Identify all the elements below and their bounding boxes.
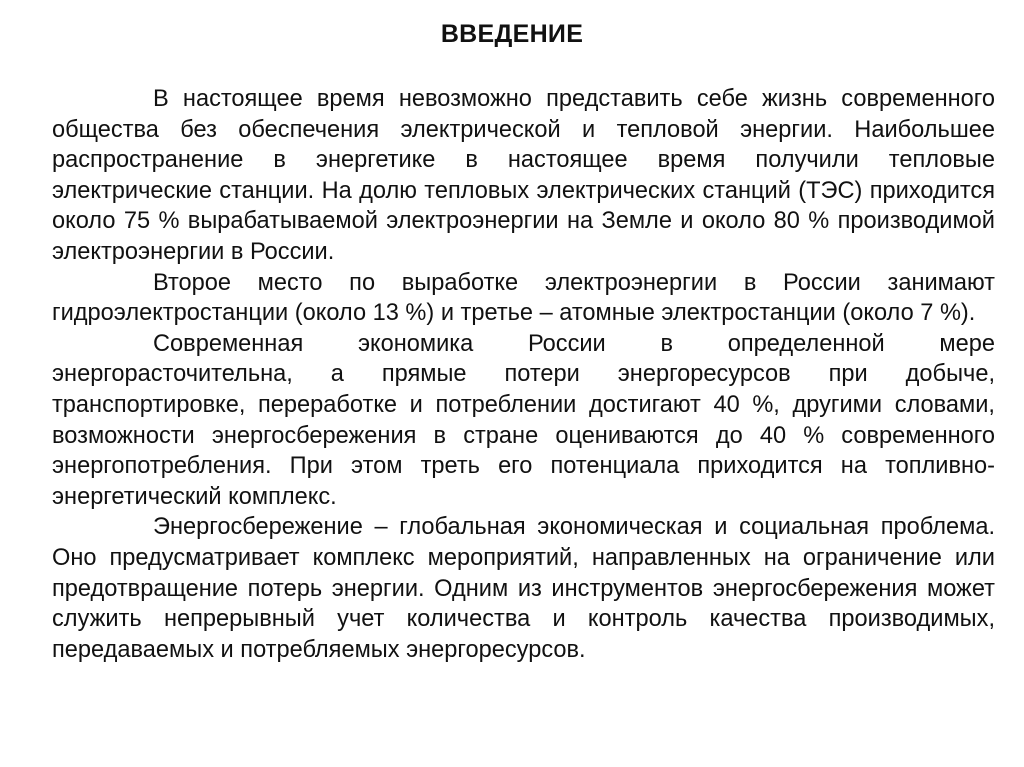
document-body <box>52 84 995 665</box>
paragraph-3: Современная экономика России в определенной мере энергорасточительна, а прямые потери энергоресурсов при добыче, транспортировке, переработке и потреблении достигают 40 %, другими словами, возможности энергосбережения в стране оцениваются до 40 % современного энергопотребления. При этом треть его потенциала приходится на топливно-энергетический комплекс. <box>52 330 995 510</box>
paragraph-4: Энергосбережение – глобальная экономическая и социальная проблема. Оно предусматривает комплекс мероприятий, направленных на ограничение или предотвращение потерь энергии. Одним из инструментов энергосбережения может служить непрерывный учет количества и контроль качества производимых, передаваемых и потребляемых энергоресурсов. <box>52 514 995 663</box>
page-title: ВВЕДЕНИЕ <box>440 20 584 48</box>
paragraph-1: В настоящее время невозможно представить себе жизнь современного общества без обеспечения электрической и тепловой энергии. Наибольшее распространение в энергетике в настоящее время получили тепловые электрические станции. На долю тепловых электрических станций (ТЭС) приходится около 75 % вырабатываемой электроэнергии на Земле и около 80 % производимой электроэнергии в России. <box>52 86 995 265</box>
paragraph-2: Второе место по выработке электроэнергии в России занимают гидроэлектростанции (около 13 %) и третье – атомные электростанции (около 7 %). <box>52 269 995 327</box>
